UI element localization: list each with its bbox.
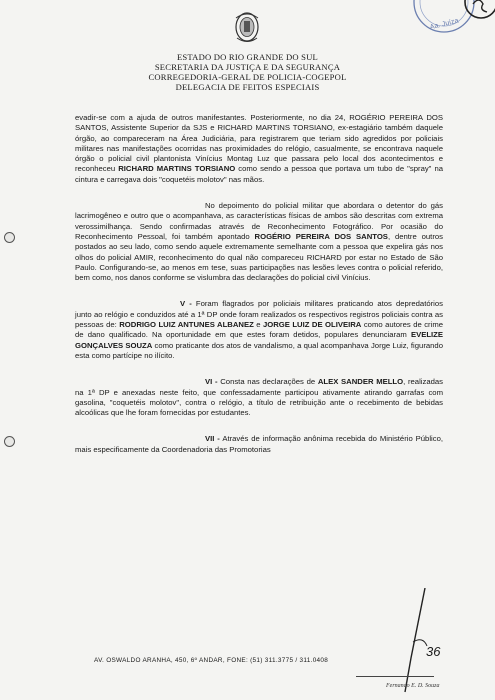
paragraph-text: Foram flagrados por policiais militares praticando atos depredatórios junto ao relógio e conduzidos até a 1ª DP onde foram realizados os respectivos registros policiais contra as pessoas de: (75, 299, 443, 330)
letterhead-line-corregedoria: CORREGEDORIA-GERAL DE POLICIA-COGEPOL (148, 72, 347, 82)
paragraph-5 (75, 434, 443, 455)
coat-of-arms-icon (232, 8, 262, 46)
paragraph-text: como praticante dos atos de vandalismo, a qual acompanhava Jorge Luiz, figurando esta como partícipe no ilícito. (75, 340, 443, 360)
binder-hole (4, 232, 15, 243)
section-number: V - (180, 299, 192, 309)
paragraph-text: como sendo a pessoa que portava um tubo de "spray" na cintura e carregava dois "coquetéis molotov" nas mãos. (75, 164, 444, 184)
bold-name: JORGE LUIZ DE OLIVEIRA (262, 320, 362, 330)
paragraph-3 (75, 299, 443, 361)
signature-stroke (395, 588, 435, 698)
paragraph-text: No depoimento do policial militar que abordara o detentor do gás lacrimogêneo e outro que o acompanhava, as características físicas de ambos são descritas com extrema verossimilhança. Sendo confirmadas através de Reconhecimento Fotográfico. Por ocasião do Reconhecimento Pessoal, foi também apontado (75, 201, 443, 241)
section-number: VII - (205, 434, 220, 444)
paragraph-4 (75, 377, 443, 418)
paragraph-text: evadir-se com a ajuda de outros manifestantes. Posteriormente, no dia 24, ROGÉRIO PEREIRA DOS SANTOS, Assistente Superior da SJS e RICHARD MARTINS TORSIANO, ex-estagiário também daquele órgão, ao compareceram na Área Judiciária, para registrarem que teriam sido agredidos por policiais militares nas manifestações ocorridas nas proximidades do relógio, casualmente, se encontrava naquele órgão o policial civil plantonista Vinícius Montag Luz que passara pelo local dos acontecimentos e reconheceu (75, 113, 443, 174)
letterhead (0, 52, 495, 92)
binder-hole (4, 436, 15, 447)
bold-name: ROGÉRIO PEREIRA DOS SANTOS (254, 231, 388, 241)
letterhead-line-state: ESTADO DO RIO GRANDE DO SUL (176, 52, 318, 62)
bold-name: RICHARD MARTINS TORSIANO (118, 164, 236, 174)
section-number: VI - (205, 377, 218, 387)
paragraph-1 (75, 113, 443, 185)
bold-name: ALEX SANDER MELLO (317, 377, 404, 387)
paragraph-text: como autores de crime de dano qualificado. Na oportunidade em que estes foram detidos, populares denunciaram (75, 320, 443, 340)
paragraph-2 (75, 201, 443, 283)
bold-name: RODRIGO LUIZ ANTUNES ALBANEZ (119, 320, 254, 330)
footer-address: AV. OSWALDO ARANHA, 450, 6º ANDAR, FONE: (51) 311.3775 / 311.0408 (94, 657, 329, 664)
page-number: 36 (426, 644, 441, 659)
letterhead-line-secretariat: SECRETARIA DA JUSTIÇA E DA SEGURANÇA (154, 62, 341, 72)
bold-name: EVELIZE GONÇALVES SOUZA (75, 330, 443, 350)
letterhead-line-delegacia: DELEGACIA DE FEITOS ESPECIAIS (175, 82, 320, 92)
handwritten-mark-icon (455, 0, 495, 30)
paragraph-text: Através de informação anônima recebida do Ministério Público, mais especificamente da Coordenadoria das Promotorias (75, 434, 443, 454)
paragraph-text: Consta nas declarações de (217, 377, 318, 387)
signature-line (356, 676, 434, 677)
document-body (75, 113, 443, 455)
paragraph-text: , dentre outros postados ao seu lado, como sendo aquele extremamente semelhante com a pessoa que expelira gás nos olhos do policial AMIR, reconhecimento do qual não compareceu RICHARD por estar no Estado de São Paulo. Configurando-se, ao menos em tese, suas participações nas lesões leves contra o policial referido, bem como, nos danos conforme se vislumbra das declarações do policial civil Vinícius. (75, 231, 443, 283)
signature-text: Fernando E. D. Souza (386, 683, 440, 689)
stamp-text: Aa. Juíza (429, 17, 460, 32)
paragraph-text: e (253, 320, 263, 330)
paragraph-text: , realizadas na 1ª DP e anexadas neste feito, que confessadamente participou ativamente atirando garrafas com gasolina, "coquetéis molotov", contra o relógio, a título de retribuição ante o recebimento de bebidas alcoólicas que lhe foram fornecidas por estudantes. (75, 377, 443, 418)
